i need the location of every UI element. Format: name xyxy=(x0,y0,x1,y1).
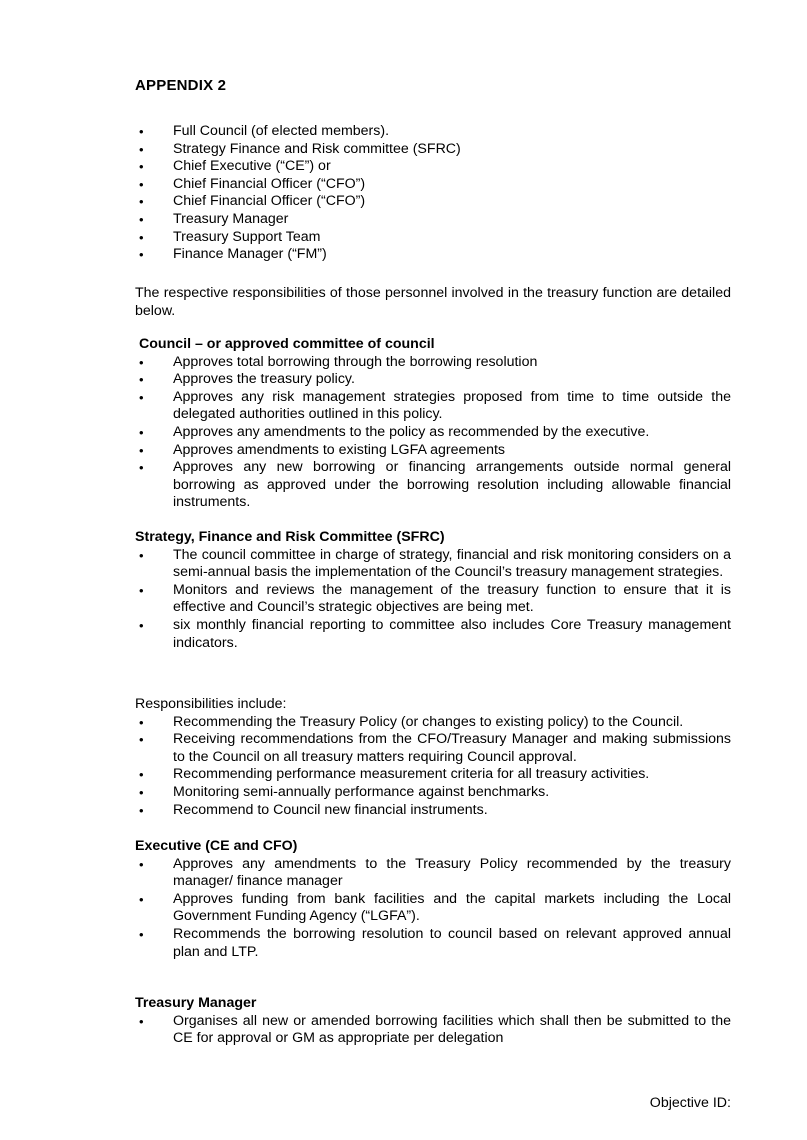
list-item: • Approves funding from bank facilities and the capital markets including the Local Government Funding Agency (“LGFA”). xyxy=(135,891,731,926)
executive-title: Executive (CE and CFO) xyxy=(135,838,298,854)
treasury-manager-section xyxy=(135,995,731,1048)
list-item: • The council committee in charge of strategy, financial and risk monitoring considers on a semi-annual basis the implementation of the Council’s treasury management strategies. xyxy=(135,547,731,582)
list-item: • Recommends the borrowing resolution to council based on relevant approved annual plan and LTP. xyxy=(135,926,731,961)
objective-id-footer: Objective ID: xyxy=(649,1095,731,1111)
list-item: • Approves total borrowing through the borrowing resolution xyxy=(135,354,731,372)
sfrc-list xyxy=(135,547,731,653)
list-item: • Strategy Finance and Risk committee (SFRC) xyxy=(135,141,731,159)
treasury-manager-list xyxy=(135,1013,731,1048)
list-item: • Approves any amendments to the Treasury Policy recommended by the treasury manager/ finance manager xyxy=(135,856,731,891)
sfrc-responsibilities-section xyxy=(135,696,731,819)
list-item: • Approves any new borrowing or financing arrangements outside normal general borrowing as approved under the borrowing resolution including allowable financial instruments. xyxy=(135,459,731,512)
list-item: • Chief Executive (“CE”) or xyxy=(135,158,731,176)
council-title: Council – or approved committee of council xyxy=(139,336,435,352)
list-item: • Monitoring semi-annually performance against benchmarks. xyxy=(135,784,731,802)
intro-section xyxy=(135,285,731,320)
list-item: • Recommend to Council new financial instruments. xyxy=(135,802,731,820)
responsibilities-label: Responsibilities include: xyxy=(135,696,287,712)
intro-paragraph: The respective responsibilities of those personnel involved in the treasury function are detailed below. xyxy=(135,285,731,319)
list-item: • Approves amendments to existing LGFA agreements xyxy=(135,442,731,460)
list-item: • Approves any amendments to the policy as recommended by the executive. xyxy=(135,424,731,442)
list-item: • Finance Manager (“FM”) xyxy=(135,246,731,264)
list-item: • Organises all new or amended borrowing facilities which shall then be submitted to the CE for approval or GM as appropriate per delegation xyxy=(135,1013,731,1048)
list-item: • Full Council (of elected members). xyxy=(135,123,731,141)
list-item: • Monitors and reviews the management of the treasury function to ensure that it is effective and Council’s strategic objectives are being met. xyxy=(135,582,731,617)
treasury-manager-title: Treasury Manager xyxy=(135,995,257,1011)
executive-section xyxy=(135,838,731,961)
council-list xyxy=(135,354,731,512)
list-item: • six monthly financial reporting to committee also includes Core Treasury management indicators. xyxy=(135,617,731,652)
list-item: • Chief Financial Officer (“CFO”) xyxy=(135,193,731,211)
appendix-title: APPENDIX 2 xyxy=(135,77,227,94)
list-item: • Approves any risk management strategies proposed from time to time outside the delegated authorities outlined in this policy. xyxy=(135,389,731,424)
list-item: • Treasury Manager xyxy=(135,211,731,229)
list-item: • Chief Financial Officer (“CFO”) xyxy=(135,176,731,194)
sfrc-section xyxy=(135,529,731,652)
personnel-list xyxy=(135,123,731,264)
responsibilities-list xyxy=(135,714,731,820)
executive-list xyxy=(135,856,731,962)
list-item: • Recommending performance measurement criteria for all treasury activities. xyxy=(135,766,731,784)
personnel-section xyxy=(135,123,731,264)
list-item: • Treasury Support Team xyxy=(135,229,731,247)
list-item: • Receiving recommendations from the CFO/Treasury Manager and making submissions to the Council on all treasury matters requiring Council approval. xyxy=(135,731,731,766)
council-section xyxy=(135,336,731,512)
sfrc-title: Strategy, Finance and Risk Committee (SFRC) xyxy=(135,529,445,545)
list-item: • Recommending the Treasury Policy (or changes to existing policy) to the Council. xyxy=(135,714,731,732)
list-item: • Approves the treasury policy. xyxy=(135,371,731,389)
